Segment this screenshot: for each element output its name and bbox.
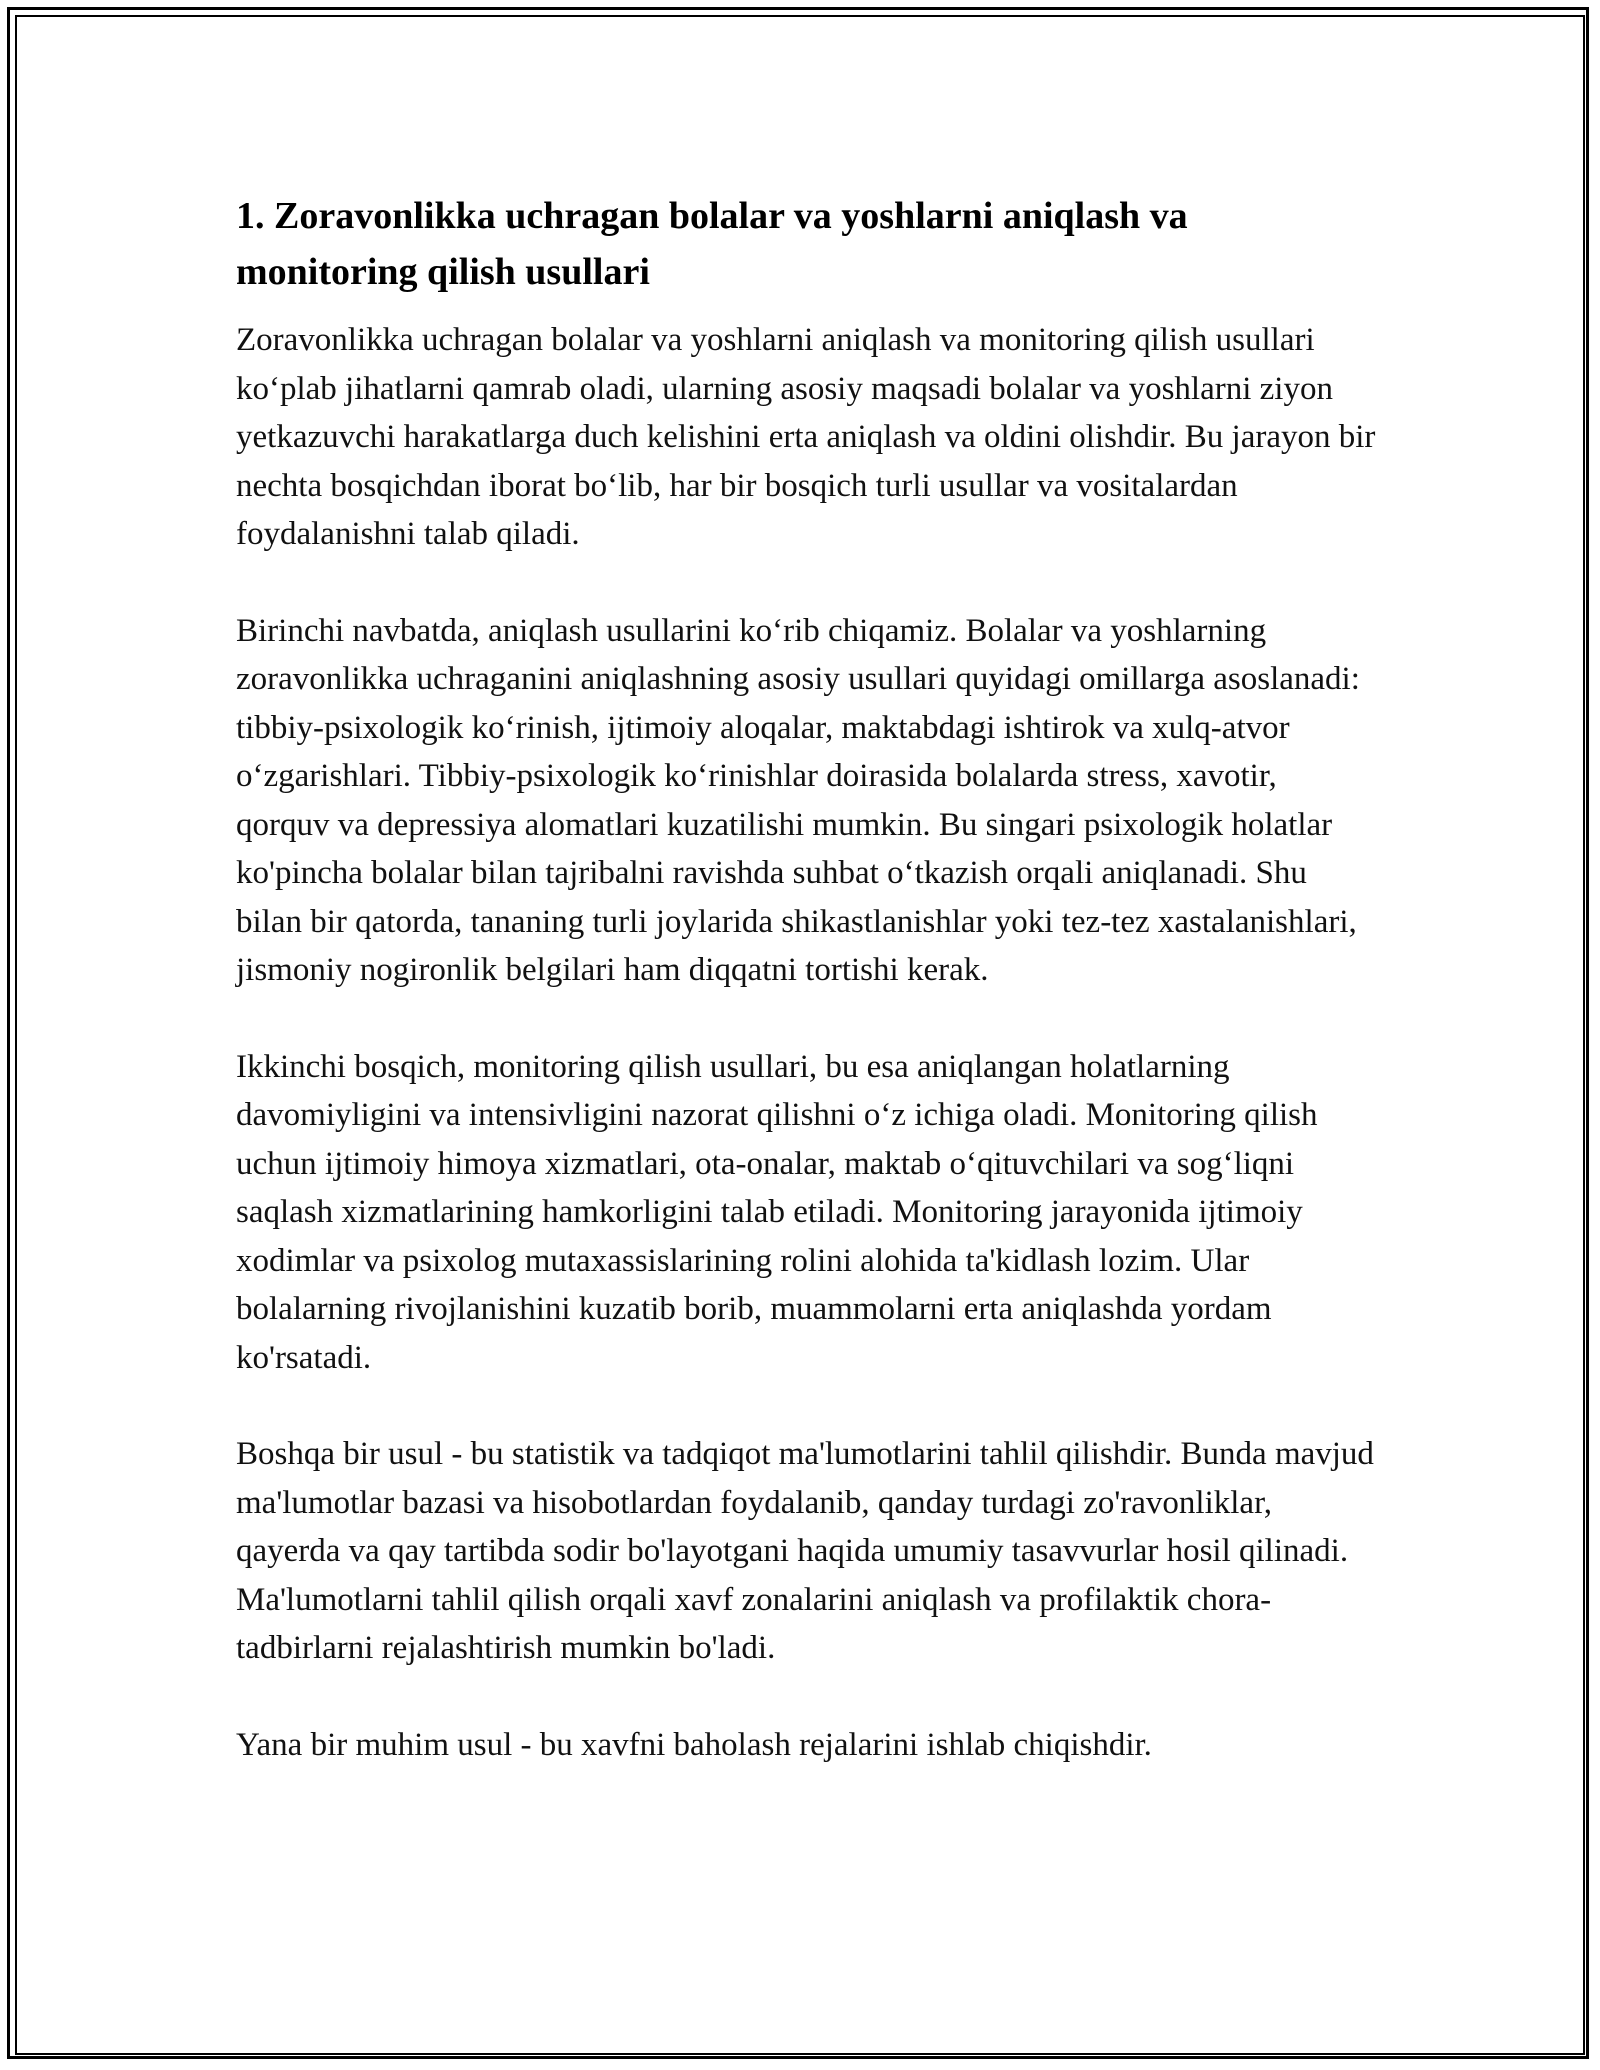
document-body (236, 188, 1376, 1817)
paragraph-statistics: Boshqa bir usul - bu statistik va tadqiqot ma'lumotlarini tahlil qilishdir. Bunda mavjud ma'lumotlar bazasi va hisobotlardan foydalanib, qanday turdagi zo'ravonliklar, qayerda va qay tartibda sodir bo'layotgani haqida umumiy tasavvurlar hosil qilinadi. Ma'lumotlarni tahlil qilish orqali xavf zonalarini aniqlash va profilaktik chora-tadbirlarni rejalashtirish mumkin bo'ladi. (236, 1436, 1374, 1666)
paragraph-risk-assessment: Yana bir muhim usul - bu xavfni baholash rejalarini ishlab chiqishdir. (236, 1726, 1152, 1763)
paragraph-intro: Zoravonlikka uchragan bolalar va yoshlarni aniqlash va monitoring qilish usullari ko‘plab jihatlarni qamrab oladi, ularning asosiy maqsadi bolalar va yoshlarni ziyon yetkazuvchi harakatlarga duch kelishini erta aniqlash va oldini olishdir. Bu jarayon bir nechta bosqichdan iborat bo‘lib, har bir bosqich turli usullar va vositalardan foydalanishni talab qiladi. (236, 322, 1376, 552)
paragraph-monitoring: Ikkinchi bosqich, monitoring qilish usullari, bu esa aniqlangan holatlarning davomiyligini va intensivligini nazorat qilishni o‘z ichiga oladi. Monitoring qilish uchun ijtimoiy himoya xizmatlari, ota-onalar, maktab o‘qituvchilari va sog‘liqni saqlash xizmatlarining hamkorligini talab etiladi. Monitoring jarayonida ijtimoiy xodimlar va psixolog mutaxassislarining rolini alohida ta'kidlash lozim. Ular bolalarning rivojlanishini kuzatib borib, muammolarni erta aniqlashda yordam ko'rsatadi. (236, 1048, 1318, 1376)
paragraph-identification: Birinchi navbatda, aniqlash usullarini ko‘rib chiqamiz. Bolalar va yoshlarning zoravonlikka uchraganini aniqlashning asosiy usullari quyidagi omillarga asoslanadi: tibbiy-psixologik ko‘rinish, ijtimoiy aloqalar, maktabdagi ishtirok va xulq-atvor o‘zgarishlari. Tibbiy-psixologik ko‘rinishlar doirasida bolalarda stress, xavotir, qorquv va depressiya alomatlari kuzatilishi mumkin. Bu singari psixologik holatlar ko'pincha bolalar bilan tajribalni ravishda suhbat o‘tkazish orqali aniqlanadi. Shu bilan bir qatorda, tananing turli joylarida shikastlanishlar yoki tez-tez xastalanishlari, jismoniy nogironlik belgilari ham diqqatni tortishi kerak. (236, 612, 1360, 988)
section-heading: 1. Zoravonlikka uchragan bolalar va yoshlarni aniqlash va monitoring qilish usullari (236, 195, 1188, 293)
